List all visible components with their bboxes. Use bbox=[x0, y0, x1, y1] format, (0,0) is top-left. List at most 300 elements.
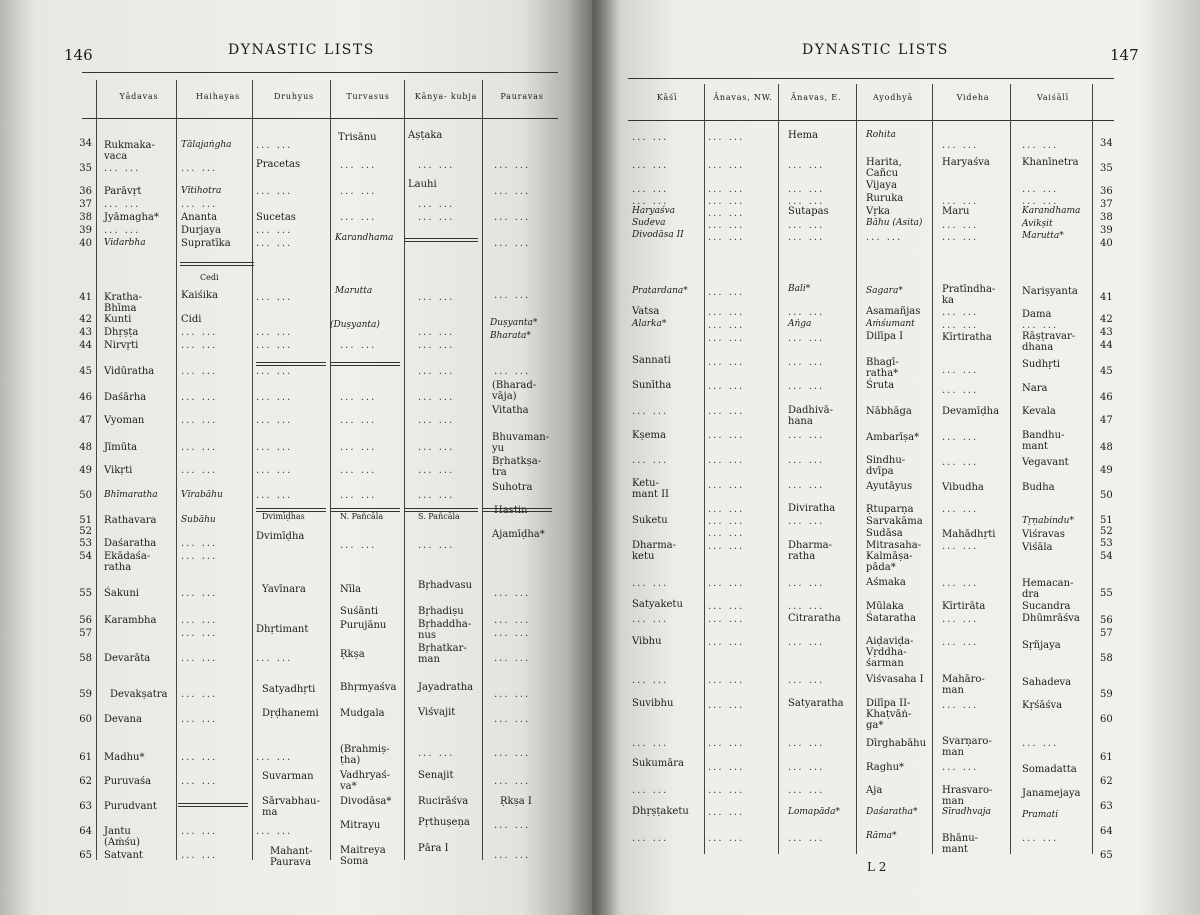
name-entry: Sunītha bbox=[632, 380, 672, 391]
ellipsis: ... ... bbox=[708, 160, 745, 171]
ellipsis: ... ... bbox=[256, 186, 293, 197]
row-number: 34 bbox=[1100, 138, 1113, 149]
row-number: 47 bbox=[79, 415, 92, 426]
name-entry: Sudhṛti bbox=[1022, 359, 1061, 370]
ellipsis: ... ... bbox=[340, 540, 377, 551]
name-entry: Sucandra bbox=[1022, 601, 1071, 612]
name-entry: Khanīnetra bbox=[1022, 157, 1079, 168]
name-entry: Kunti bbox=[104, 314, 132, 325]
row-number: 41 bbox=[79, 292, 92, 303]
name-entry: Pāra I bbox=[418, 843, 449, 854]
row-number: 60 bbox=[79, 714, 92, 725]
name-entry: Sarvakāma bbox=[866, 516, 923, 527]
row-number: 45 bbox=[1100, 366, 1113, 377]
row-number: 59 bbox=[1100, 689, 1113, 700]
row-number: 43 bbox=[1100, 327, 1113, 338]
name-entry: Ambarīṣa* bbox=[866, 432, 920, 443]
name-entry: Nābhāga bbox=[866, 406, 912, 417]
name-entry: Bṛhadvasu bbox=[418, 580, 473, 591]
column-header: Kānya- kubja bbox=[414, 92, 478, 101]
name-entry: Mahādhṛti bbox=[942, 529, 996, 540]
name-entry: Bṛhadiṣu bbox=[418, 606, 464, 617]
name-entry: Haryaśva bbox=[632, 206, 676, 216]
name-entry: Suśānti bbox=[340, 606, 379, 617]
ellipsis: ... ... bbox=[788, 232, 825, 243]
ellipsis: ... ... bbox=[942, 232, 979, 243]
ellipsis: ... ... bbox=[418, 199, 455, 210]
name-entry: Ekādaśa- ratha bbox=[104, 551, 151, 573]
name-entry: Vegavant bbox=[1022, 457, 1069, 468]
name-entry: Bhagī- ratha* bbox=[866, 357, 899, 379]
double-rule bbox=[404, 238, 478, 242]
row-number: 59 bbox=[79, 689, 92, 700]
name-entry: Satyaketu bbox=[632, 599, 683, 610]
row-number: 51 bbox=[1100, 515, 1113, 526]
row-number: 62 bbox=[79, 776, 92, 787]
ellipsis: ... ... bbox=[418, 160, 455, 171]
ellipsis: ... ... bbox=[788, 601, 825, 612]
row-number: 63 bbox=[79, 801, 92, 812]
ellipsis: ... ... bbox=[942, 541, 979, 552]
name-entry: Sannati bbox=[632, 355, 671, 366]
ellipsis: ... ... bbox=[708, 220, 745, 231]
name-entry: Vikṛti bbox=[104, 465, 133, 476]
name-entry: Trisānu bbox=[338, 132, 377, 143]
row-number: 46 bbox=[79, 392, 92, 403]
ellipsis: ... ... bbox=[181, 163, 218, 174]
ellipsis: ... ... bbox=[340, 442, 377, 453]
ellipsis: ... ... bbox=[788, 307, 825, 318]
row-number: 39 bbox=[79, 225, 92, 236]
column-divider bbox=[404, 80, 405, 860]
ellipsis: ... ... bbox=[708, 208, 745, 219]
name-entry: Rāṣṭravar- dhana bbox=[1022, 331, 1076, 353]
ellipsis: ... ... bbox=[708, 541, 745, 552]
section-label-s-pancala: S. Pañcāla bbox=[418, 512, 460, 521]
section-label-n-pancala: N. Pañcāla bbox=[340, 512, 384, 521]
name-entry: Vitatha bbox=[492, 405, 529, 416]
name-entry: Ruruka bbox=[866, 193, 904, 204]
ellipsis: ... ... bbox=[788, 430, 825, 441]
name-entry: Daśaratha bbox=[104, 538, 157, 549]
row-number: 55 bbox=[1100, 588, 1113, 599]
row-number: 38 bbox=[1100, 212, 1113, 223]
ellipsis: ... ... bbox=[340, 490, 377, 501]
table-header-rule bbox=[82, 118, 558, 119]
name-entry: Sukumāra bbox=[632, 758, 684, 769]
ellipsis: ... ... bbox=[418, 540, 455, 551]
ellipsis: ... ... bbox=[708, 833, 745, 844]
ellipsis: ... ... bbox=[181, 442, 218, 453]
column-header: Pauravas bbox=[500, 92, 544, 101]
name-entry: Aṣṭaka bbox=[408, 130, 443, 141]
ellipsis: ... ... bbox=[708, 455, 745, 466]
name-entry: Citraratha bbox=[788, 613, 841, 624]
ellipsis: ... ... bbox=[181, 366, 218, 377]
name-entry: Sucetas bbox=[256, 212, 296, 223]
column-header: Kāśī bbox=[656, 93, 678, 102]
name-entry: Dilīpa I bbox=[866, 331, 904, 342]
name-entry: Pratardana* bbox=[632, 286, 688, 296]
column-divider bbox=[252, 80, 253, 860]
ellipsis: ... ... bbox=[181, 850, 218, 861]
ellipsis: ... ... bbox=[788, 480, 825, 491]
name-entry: Vīrabāhu bbox=[181, 490, 223, 500]
ellipsis: ... ... bbox=[632, 160, 669, 171]
ellipsis: ... ... bbox=[708, 807, 745, 818]
ellipsis: ... ... bbox=[708, 700, 745, 711]
name-entry: Marutta* bbox=[1022, 231, 1064, 241]
column-divider bbox=[1010, 84, 1011, 854]
column-header: Vaiśālī bbox=[1037, 93, 1069, 102]
name-entry: Suvarman bbox=[262, 771, 314, 782]
ellipsis: ... ... bbox=[942, 385, 979, 396]
name-entry: Satyaratha bbox=[788, 698, 844, 709]
name-entry: Jayadratha bbox=[418, 682, 474, 693]
name-entry: Satvant bbox=[104, 850, 143, 861]
ellipsis: ... ... bbox=[708, 196, 745, 207]
name-entry: Madhu* bbox=[104, 752, 145, 763]
ellipsis: ... ... bbox=[788, 637, 825, 648]
ellipsis: ... ... bbox=[632, 738, 669, 749]
book-gutter-shadow bbox=[568, 0, 618, 915]
name-entry: Sindhu- dvīpa bbox=[866, 455, 906, 477]
ellipsis: ... ... bbox=[708, 578, 745, 589]
name-entry: Satyadhṛti bbox=[262, 684, 316, 695]
ellipsis: ... ... bbox=[181, 714, 218, 725]
row-number: 49 bbox=[1100, 465, 1113, 476]
ellipsis: ... ... bbox=[494, 689, 531, 700]
name-entry: Dṛḍhanemi bbox=[262, 708, 319, 719]
name-entry: Purudvant bbox=[104, 801, 157, 812]
name-entry: Daśārha bbox=[104, 392, 147, 403]
name-entry: Ananta bbox=[181, 212, 218, 223]
right-page bbox=[592, 0, 1200, 915]
row-number: 36 bbox=[79, 186, 92, 197]
row-number: 35 bbox=[79, 163, 92, 174]
ellipsis: ... ... bbox=[1022, 833, 1059, 844]
name-entry: Jīmūta bbox=[104, 442, 138, 453]
double-rule bbox=[482, 508, 552, 512]
double-rule bbox=[180, 262, 254, 266]
name-entry: Mitrasaha- Kalmāṣa- pāda* bbox=[866, 540, 922, 573]
column-header: Haihayas bbox=[195, 92, 241, 101]
name-entry: Vṛka bbox=[866, 206, 891, 217]
name-entry: Devamīḍha bbox=[942, 406, 1000, 417]
ellipsis: ... ... bbox=[418, 366, 455, 377]
name-entry: Purujānu bbox=[340, 620, 387, 631]
name-entry: Harita, Cañcu bbox=[866, 157, 902, 179]
ellipsis: ... ... bbox=[708, 528, 745, 539]
ellipsis: ... ... bbox=[494, 653, 531, 664]
row-number: 38 bbox=[79, 212, 92, 223]
ellipsis: ... ... bbox=[632, 406, 669, 417]
ellipsis: ... ... bbox=[788, 762, 825, 773]
name-entry: Vadhryaś- va* bbox=[340, 770, 391, 792]
name-entry: Kṣema bbox=[632, 430, 666, 441]
ellipsis: ... ... bbox=[788, 675, 825, 686]
row-number: 48 bbox=[79, 442, 92, 453]
row-number: 57 bbox=[79, 628, 92, 639]
row-number: 65 bbox=[79, 850, 92, 861]
ellipsis: ... ... bbox=[632, 196, 669, 207]
ellipsis: ... ... bbox=[708, 357, 745, 368]
name-entry: Senajit bbox=[418, 770, 454, 781]
name-entry: Suhotra bbox=[492, 482, 533, 493]
page-number: 146 bbox=[64, 46, 93, 64]
ellipsis: ... ... bbox=[256, 327, 293, 338]
ellipsis: ... ... bbox=[788, 333, 825, 344]
name-entry: Sagara* bbox=[866, 286, 903, 296]
ellipsis: ... ... bbox=[1022, 738, 1059, 749]
section-label-dvimidhas: Dvimīḍhas bbox=[262, 512, 305, 521]
name-entry: Puruvaśa bbox=[104, 776, 152, 787]
name-entry: Bāhu (Asita) bbox=[866, 218, 923, 228]
ellipsis: ... ... bbox=[418, 490, 455, 501]
name-entry: Mahāro- man bbox=[942, 674, 985, 696]
column-divider bbox=[778, 84, 779, 854]
name-entry: Divodāsa* bbox=[340, 796, 392, 807]
name-entry: Svarṇaro- man bbox=[942, 736, 992, 758]
name-entry: Dhṛṣṭa bbox=[104, 327, 139, 338]
ellipsis: ... ... bbox=[1022, 184, 1059, 195]
ellipsis: ... ... bbox=[340, 160, 377, 171]
running-head: DYNASTIC LISTS bbox=[228, 42, 375, 58]
name-entry: Karandhama bbox=[335, 233, 394, 243]
name-entry: Durjaya bbox=[181, 225, 221, 236]
name-entry: Hrasvaro- man bbox=[942, 785, 993, 807]
ellipsis: ... ... bbox=[632, 785, 669, 796]
table-top-rule bbox=[82, 72, 558, 73]
name-entry: Mitrayu bbox=[340, 820, 381, 831]
name-entry: Tṛṇabindu* bbox=[1022, 516, 1074, 526]
column-divider bbox=[96, 80, 97, 860]
ellipsis: ... ... bbox=[942, 457, 979, 468]
row-number: 36 bbox=[1100, 186, 1113, 197]
row-number: 41 bbox=[1100, 292, 1113, 303]
column-header: Druhyus bbox=[274, 92, 314, 101]
name-entry: (Brahmiṣ- ṭha) bbox=[340, 744, 390, 766]
column-divider bbox=[482, 80, 483, 860]
name-entry: Marutta bbox=[335, 286, 373, 296]
name-entry: Devarāta bbox=[104, 653, 151, 664]
name-entry: Bhuvaman- yu bbox=[492, 432, 550, 454]
name-entry: Suketu bbox=[632, 515, 668, 526]
ellipsis: ... ... bbox=[181, 538, 218, 549]
ellipsis: ... ... bbox=[788, 160, 825, 171]
name-entry: Bṛhaddha- nus bbox=[418, 619, 472, 641]
ellipsis: ... ... bbox=[256, 140, 293, 151]
column-header: Ānavas, NW. bbox=[713, 93, 773, 102]
ellipsis: ... ... bbox=[104, 199, 141, 210]
row-number: 64 bbox=[1100, 826, 1113, 837]
ellipsis: ... ... bbox=[788, 455, 825, 466]
row-number: 42 bbox=[1100, 314, 1113, 325]
ellipsis: ... ... bbox=[942, 365, 979, 376]
row-number: 58 bbox=[1100, 653, 1113, 664]
ellipsis: ... ... bbox=[494, 615, 531, 626]
name-entry: Kīrtiratha bbox=[942, 332, 992, 343]
name-entry: Pratīndha- ka bbox=[942, 284, 996, 306]
name-entry: Tālajaṅgha bbox=[181, 140, 232, 150]
ellipsis: ... ... bbox=[494, 850, 531, 861]
ellipsis: ... ... bbox=[708, 333, 745, 344]
row-number: 53 bbox=[79, 538, 92, 549]
ellipsis: ... ... bbox=[942, 220, 979, 231]
name-entry: Dvimīḍha bbox=[256, 531, 305, 542]
row-number: 44 bbox=[1100, 340, 1113, 351]
row-number: 57 bbox=[1100, 628, 1113, 639]
ellipsis: ... ... bbox=[942, 578, 979, 589]
name-entry: Viśvasaha I bbox=[866, 674, 924, 685]
row-number: 46 bbox=[1100, 392, 1113, 403]
row-number: 35 bbox=[1100, 163, 1113, 174]
name-entry: Dharma- ratha bbox=[788, 540, 833, 562]
ellipsis: ... ... bbox=[494, 290, 531, 301]
ellipsis: ... ... bbox=[708, 287, 745, 298]
name-entry: Mūlaka bbox=[866, 601, 904, 612]
name-entry: Janamejaya bbox=[1022, 788, 1081, 799]
ellipsis: ... ... bbox=[708, 516, 745, 527]
name-entry: Bhānu- mant bbox=[942, 833, 979, 855]
ellipsis: ... ... bbox=[256, 653, 293, 664]
name-entry: Yavīnara bbox=[262, 584, 306, 595]
ellipsis: ... ... bbox=[494, 212, 531, 223]
ellipsis: ... ... bbox=[256, 366, 293, 377]
ellipsis: ... ... bbox=[942, 614, 979, 625]
name-entry: Viśāla bbox=[1022, 542, 1053, 553]
name-entry: Bṛhatkṣa- tra bbox=[492, 456, 542, 478]
column-divider bbox=[932, 84, 933, 854]
name-entry: Suvibhu bbox=[632, 698, 674, 709]
name-entry: Rohita bbox=[866, 130, 896, 140]
name-entry: Budha bbox=[1022, 482, 1055, 493]
name-entry: Lomapāda* bbox=[788, 807, 841, 817]
name-entry: Aiḍaviḍa- Vṛddha- śarman bbox=[866, 636, 914, 669]
ellipsis: ... ... bbox=[632, 833, 669, 844]
column-header: Turvasus bbox=[346, 92, 390, 101]
name-entry: Raghu* bbox=[866, 762, 905, 773]
ellipsis: ... ... bbox=[708, 232, 745, 243]
ellipsis: ... ... bbox=[181, 653, 218, 664]
row-number: 42 bbox=[79, 314, 92, 325]
ellipsis: ... ... bbox=[788, 578, 825, 589]
name-entry: Pramati bbox=[1022, 810, 1059, 820]
ellipsis: ... ... bbox=[181, 588, 218, 599]
row-number: 62 bbox=[1100, 776, 1113, 787]
row-number: 37 bbox=[1100, 199, 1113, 210]
name-entry: Nirvṛti bbox=[104, 340, 139, 351]
ellipsis: ... ... bbox=[942, 700, 979, 711]
column-divider bbox=[1092, 84, 1093, 854]
ellipsis: ... ... bbox=[181, 465, 218, 476]
ellipsis: ... ... bbox=[181, 327, 218, 338]
row-number: 39 bbox=[1100, 225, 1113, 236]
name-entry: Ṛkṣa I bbox=[500, 796, 532, 807]
row-number: 64 bbox=[79, 826, 92, 837]
name-entry: Parāvṛt bbox=[104, 186, 142, 197]
name-entry: Kṛśāśva bbox=[1022, 700, 1063, 711]
ellipsis: ... ... bbox=[942, 637, 979, 648]
ellipsis: ... ... bbox=[340, 186, 377, 197]
ellipsis: ... ... bbox=[256, 238, 293, 249]
name-entry: Dīrghabāhu bbox=[866, 738, 927, 749]
name-entry: Devakṣatra bbox=[110, 689, 168, 700]
ellipsis: ... ... bbox=[494, 748, 531, 759]
ellipsis: ... ... bbox=[340, 340, 377, 351]
ellipsis: ... ... bbox=[494, 776, 531, 787]
ellipsis: ... ... bbox=[340, 212, 377, 223]
row-number: 44 bbox=[79, 340, 92, 351]
name-entry: Diviratha bbox=[788, 503, 836, 514]
name-entry: Ṛtuparṇa bbox=[866, 504, 914, 515]
ellipsis: ... ... bbox=[256, 340, 293, 351]
name-entry: Rukmaka- vaca bbox=[104, 140, 155, 162]
ellipsis: ... ... bbox=[418, 292, 455, 303]
ellipsis: ... ... bbox=[181, 826, 218, 837]
name-entry: Nariṣyanta bbox=[1022, 286, 1078, 297]
ellipsis: ... ... bbox=[942, 762, 979, 773]
ellipsis: ... ... bbox=[340, 392, 377, 403]
ellipsis: ... ... bbox=[708, 738, 745, 749]
ellipsis: ... ... bbox=[788, 381, 825, 392]
name-entry: Aṁśumant bbox=[866, 319, 915, 329]
name-entry: Vyoman bbox=[104, 415, 145, 426]
name-entry: Sahadeva bbox=[1022, 677, 1072, 688]
name-entry: Rathavara bbox=[104, 515, 157, 526]
name-entry: Bhīmaratha bbox=[104, 490, 158, 500]
name-entry: Cidi bbox=[181, 314, 202, 325]
name-entry: Pracetas bbox=[256, 159, 301, 170]
ellipsis: ... ... bbox=[418, 212, 455, 223]
ellipsis: ... ... bbox=[788, 357, 825, 368]
ellipsis: ... ... bbox=[418, 415, 455, 426]
ellipsis: ... ... bbox=[942, 140, 979, 151]
ellipsis: ... ... bbox=[418, 392, 455, 403]
column-divider bbox=[704, 84, 705, 854]
ellipsis: ... ... bbox=[181, 776, 218, 787]
ellipsis: ... ... bbox=[708, 320, 745, 331]
name-entry: Mahant- Paurava bbox=[270, 846, 313, 868]
ellipsis: ... ... bbox=[942, 320, 979, 331]
ellipsis: ... ... bbox=[494, 714, 531, 725]
name-entry: Kīrtirāta bbox=[942, 601, 986, 612]
row-number: 58 bbox=[79, 653, 92, 664]
ellipsis: ... ... bbox=[942, 432, 979, 443]
page-number: 147 bbox=[1110, 46, 1139, 64]
ellipsis: ... ... bbox=[181, 392, 218, 403]
ellipsis: ... ... bbox=[788, 833, 825, 844]
name-entry: Hastin bbox=[494, 505, 528, 516]
name-entry: Subāhu bbox=[181, 515, 216, 525]
double-rule bbox=[256, 362, 326, 366]
ellipsis: ... ... bbox=[494, 186, 531, 197]
double-rule bbox=[330, 508, 400, 512]
ellipsis: ... ... bbox=[256, 442, 293, 453]
name-entry: Bṛhatkar- man bbox=[418, 643, 467, 665]
column-divider bbox=[330, 80, 331, 860]
row-number: 51 bbox=[79, 515, 92, 526]
ellipsis: ... ... bbox=[340, 415, 377, 426]
row-number: 61 bbox=[79, 752, 92, 763]
name-entry: Dhūmrāśva bbox=[1022, 613, 1080, 624]
row-number: 52 bbox=[1100, 526, 1113, 537]
name-entry: Aṅga bbox=[788, 319, 812, 329]
name-entry: Avikṣit bbox=[1022, 219, 1053, 229]
ellipsis: ... ... bbox=[708, 785, 745, 796]
ellipsis: ... ... bbox=[708, 307, 745, 318]
name-entry: Jyāmagha* bbox=[104, 212, 159, 223]
